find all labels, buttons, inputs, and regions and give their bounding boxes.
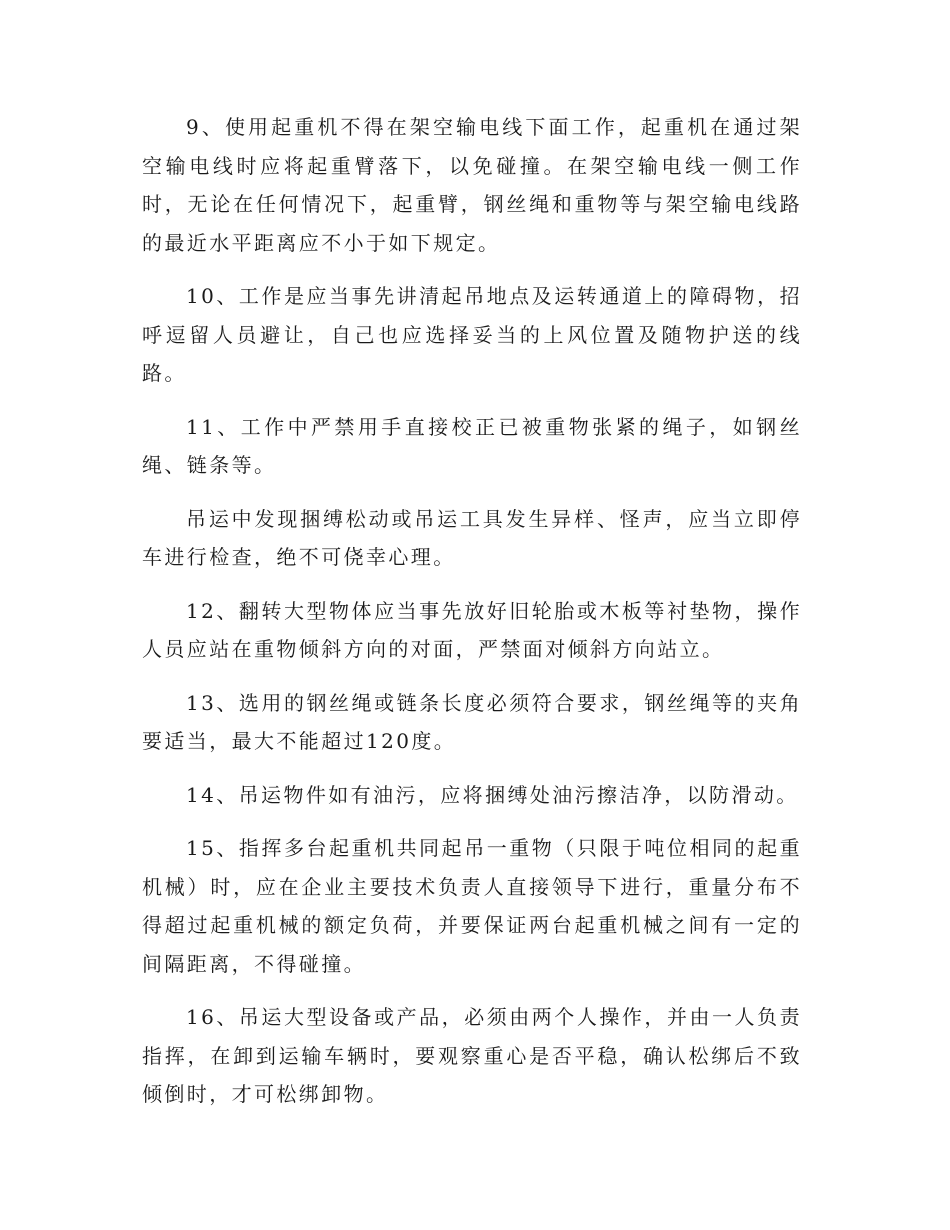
paragraph-rule-15: 15、指挥多台起重机共同起吊一重物（只限于吨位相同的起重机械）时，应在企业主要技术负责人直接领导下进行，重量分布不得超过起重机械的额定负荷，并要保证两台起重机械之间有一定的间隔距离，不得碰撞。 xyxy=(142,836,802,976)
document-body xyxy=(142,108,802,1129)
paragraph-rule-14: 14、吊运物件如有油污，应将捆缚处油污擦洁净，以防滑动。 xyxy=(186,782,799,807)
paragraph-rule-9: 9、使用起重机不得在架空输电线下面工作，起重机在通过架空输电线时应将起重臂落下，以免碰撞。在架空输电线一侧工作时，无论在任何情况下，起重臂，钢丝绳和重物等与架空输电线路的最近水平距离应不小于如下规定。 xyxy=(142,115,802,255)
paragraph-rule-13: 13、选用的钢丝绳或链条长度必须符合要求，钢丝绳等的夹角要适当，最大不能超过120度。 xyxy=(142,690,802,753)
paragraph-rule-10: 10、工作是应当事先讲清起吊地点及运转通道上的障碍物，招呼逗留人员避让，自己也应选择妥当的上风位置及随物护送的线路。 xyxy=(142,284,802,385)
paragraph-rule-12: 12、翻转大型物体应当事先放好旧轮胎或木板等衬垫物，操作人员应站在重物倾斜方向的对面，严禁面对倾斜方向站立。 xyxy=(142,598,802,661)
paragraph-rule-16: 16、吊运大型设备或产品，必须由两个人操作，并由一人负责指挥，在卸到运输车辆时，要观察重心是否平稳，确认松绑后不致倾倒时，才可松绑卸物。 xyxy=(142,1005,802,1106)
paragraph-rule-11-note: 吊运中发现捆缚松动或吊运工具发生异样、怪声，应当立即停车进行检查，绝不可侥幸心理。 xyxy=(142,506,802,569)
paragraph-rule-11: 11、工作中严禁用手直接校正已被重物张紧的绳子，如钢丝绳、链条等。 xyxy=(142,414,802,477)
